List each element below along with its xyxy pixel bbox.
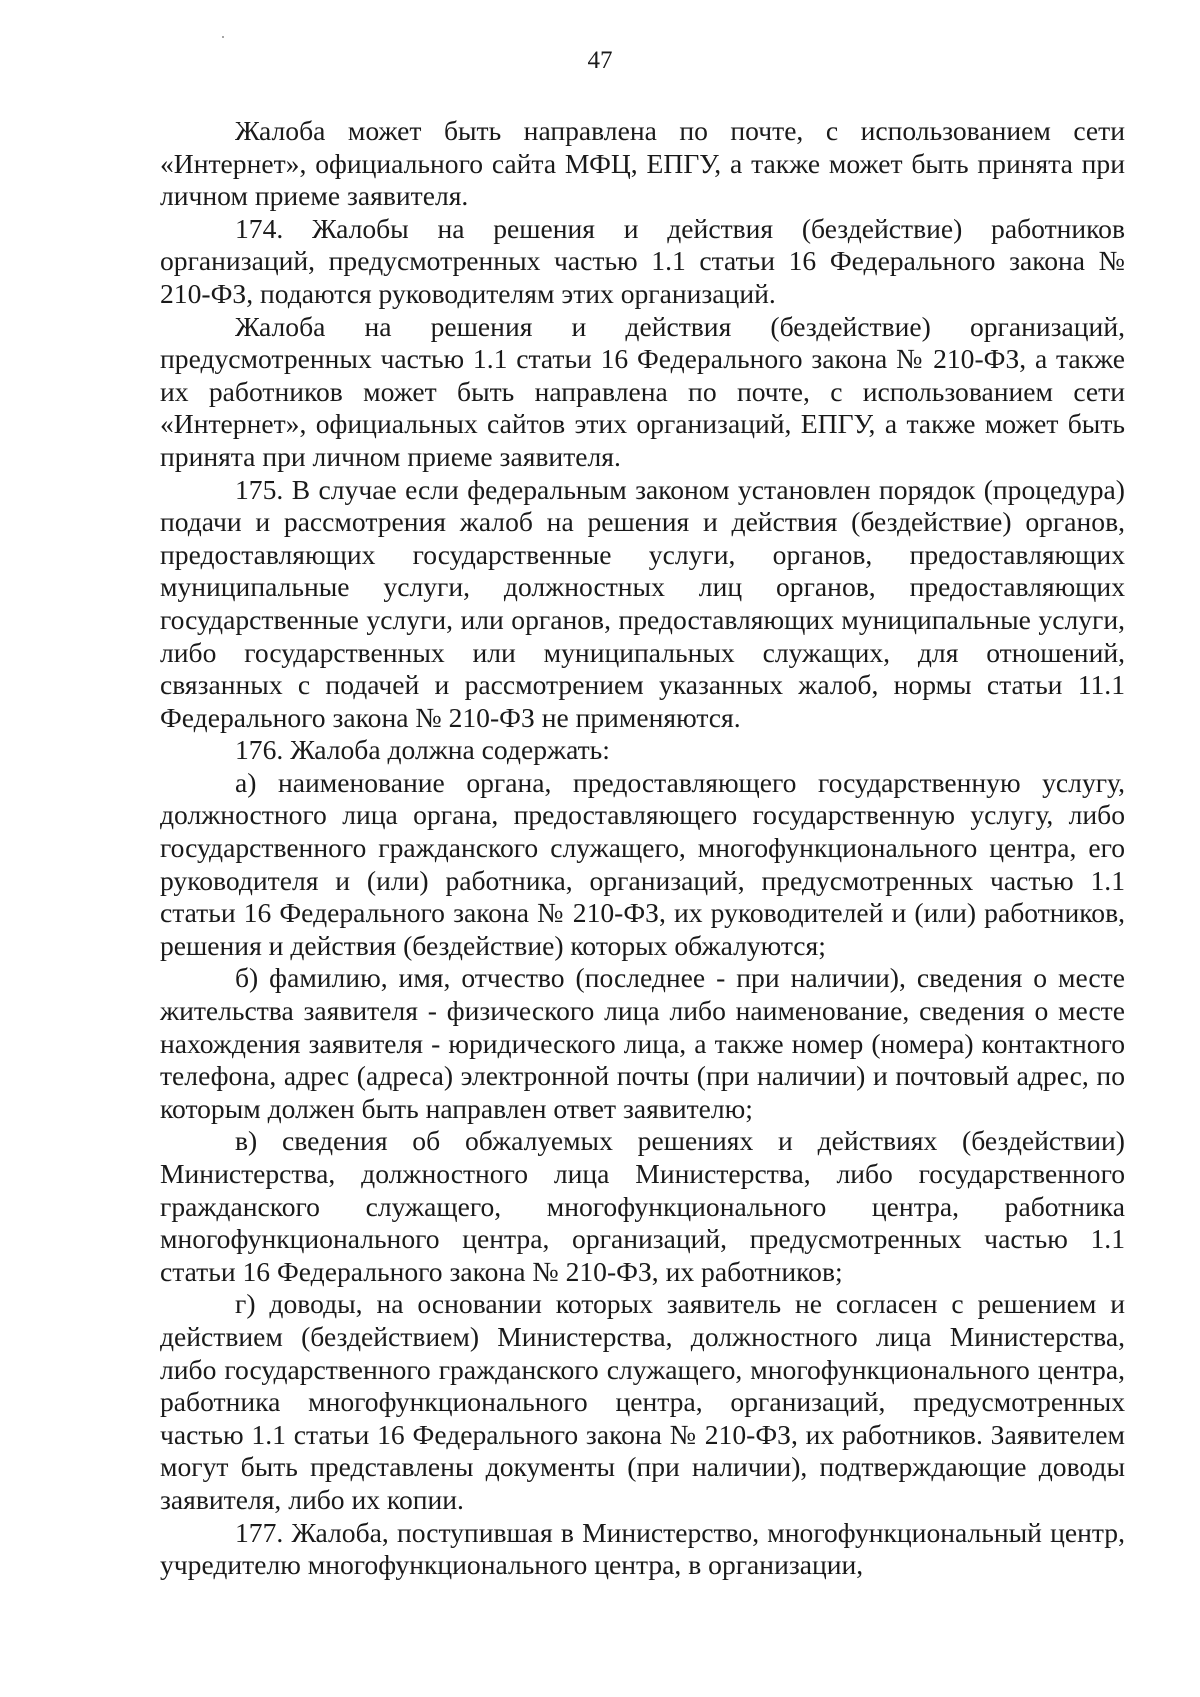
paragraph-175: 175. В случае если федеральным законом установлен порядок (процедура) подачи и рассмотрения жалоб на решения и действия (бездействие) органов, предоставляющих государственные услуги, органов, предоставляющих муниципальные услуги, должностных лиц органов, предоставляющих государственные услуги, или органов, предоставляющих муниципальные услуги, либо государственных или муниципальных служащих, для отношений, связанных с подачей и рассмотрением указанных жалоб, нормы статьи 11.1 Федерального закона № 210-ФЗ не применяются.: [160, 473, 1125, 733]
paragraph-176: 176. Жалоба должна содержать:: [235, 734, 610, 766]
document-body: [160, 115, 1125, 1582]
paragraph-174-channels: Жалоба на решения и действия (бездействие) организаций, предусмотренных частью 1.1 статьи 16 Федерального закона № 210-ФЗ, а также их работников может быть направлена по почте, с использованием сети «Интернет», официальных сайтов этих организаций, ЕПГУ, а также может быть принята при личном приеме заявителя.: [160, 310, 1125, 472]
paragraph-176-g: г) доводы, на основании которых заявитель не согласен с решением и действием (бездействием) Министерства, должностного лица Министерства, либо государственного гражданского служащего, многофункционального центра, работника многофункционального центра, организаций, предусмотренных частью 1.1 статьи 16 Федерального закона № 210-ФЗ, их работников. Заявителем могут быть представлены документы (при наличии), подтверждающие доводы заявителя, либо их копии.: [160, 1288, 1125, 1515]
paragraph-176-b: б) фамилию, имя, отчество (последнее - при наличии), сведения о месте жительства заявителя - физического лица либо наименование, сведения о месте нахождения заявителя - юридического лица, а также номер (номера) контактного телефона, адрес (адреса) электронной почты (при наличии) и почтовый адрес, по которым должен быть направлен ответ заявителю;: [160, 962, 1125, 1124]
paragraph-176-v: в) сведения об обжалуемых решениях и действиях (бездействии) Министерства, должностного лица Министерства, либо государственного гражданского служащего, многофункционального центра, работника многофункционального центра, организаций, предусмотренных частью 1.1 статьи 16 Федерального закона № 210-ФЗ, их работников;: [160, 1125, 1125, 1287]
paragraph-complaint-channels: Жалоба может быть направлена по почте, с использованием сети «Интернет», официального сайта МФЦ, ЕПГУ, а также может быть принята при личном приеме заявителя.: [160, 115, 1125, 212]
page-number: 47: [587, 47, 613, 74]
paragraph-177: 177. Жалоба, поступившая в Министерство, многофункциональный центр, учредителю многофункционального центра, в организации,: [160, 1516, 1125, 1581]
scan-speck: [222, 36, 224, 38]
paragraph-174: 174. Жалобы на решения и действия (бездействие) работников организаций, предусмотренных частью 1.1 статьи 16 Федерального закона № 210-ФЗ, подаются руководителям этих организаций.: [160, 212, 1125, 309]
paragraph-176-a: а) наименование органа, предоставляющего государственную услугу, должностного лица органа, предоставляющего государственную услугу, либо государственного гражданского служащего, многофункционального центра, его руководителя и (или) работника, организаций, предусмотренных частью 1.1 статьи 16 Федерального закона № 210-ФЗ, их руководителей и (или) работников, решения и действия (бездействие) которых обжалуются;: [160, 766, 1125, 961]
